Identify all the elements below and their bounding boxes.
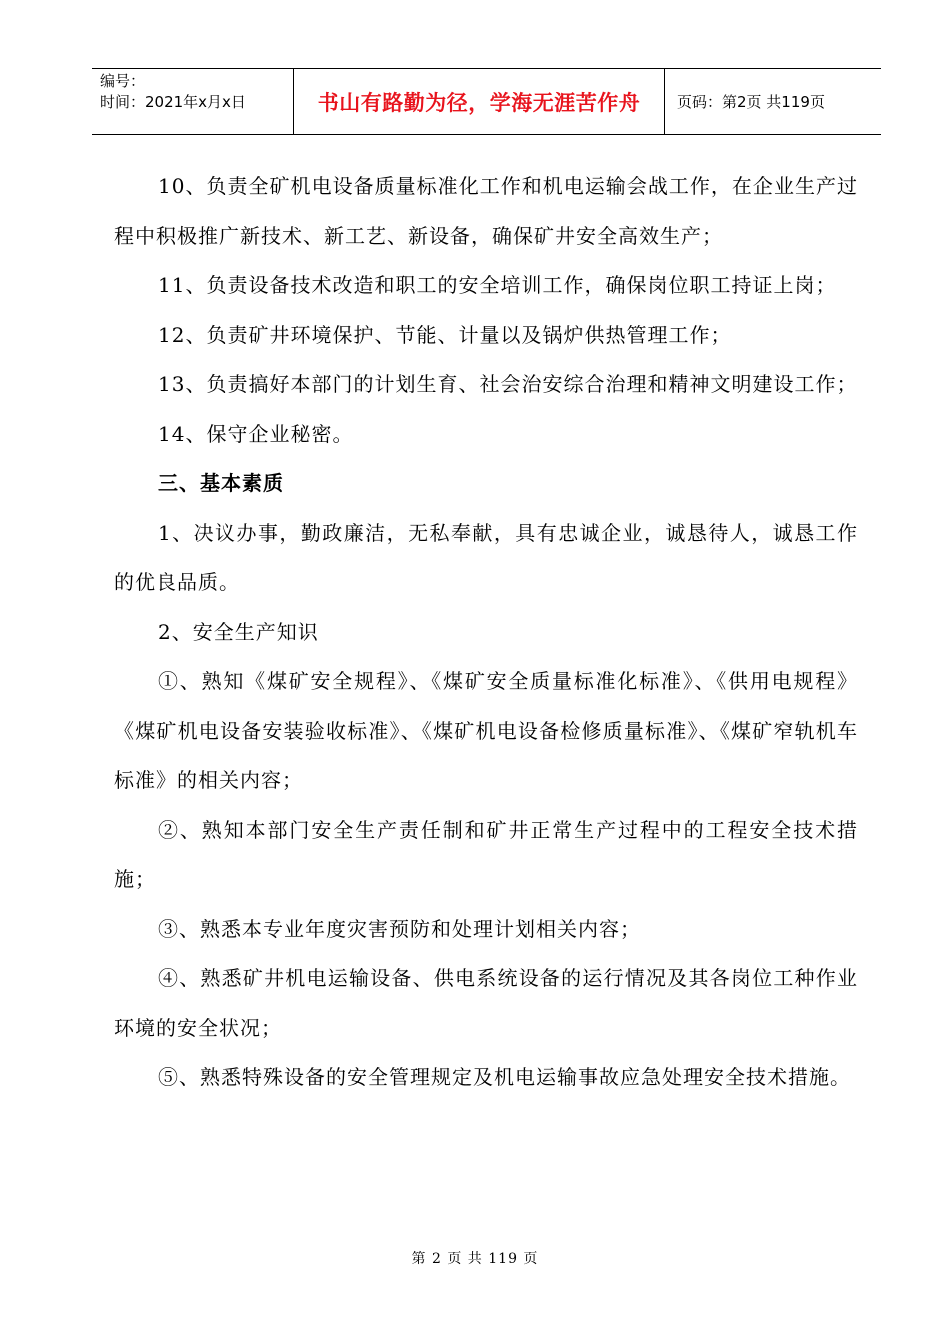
paragraph-item-11: 11、负责设备技术改造和职工的安全培训工作，确保岗位职工持证上岗； — [158, 273, 837, 297]
knowledge-item-3: ③、熟悉本专业年度灾害预防和处理计划相关内容； — [158, 916, 641, 941]
knowledge-item-4: ④、熟悉矿井机电运输设备、供电系统设备的运行情况及其各岗位工种作业环境的安全状况； — [114, 966, 858, 1040]
page-header — [92, 68, 881, 135]
paragraph-item-13: 13、负责搞好本部门的计划生育、社会治安综合治理和精神文明建设工作； — [158, 372, 858, 396]
document-time: 时间：2021年x月x日 — [100, 93, 246, 111]
paragraph-item-12: 12、负责矿井环境保护、节能、计量以及锅炉供热管理工作； — [158, 322, 732, 347]
paragraph-item-14: 14、保守企业秘密。 — [158, 421, 354, 446]
knowledge-item-5: ⑤、熟悉特殊设备的安全管理规定及机电运输事故应急处理安全技术措施。 — [158, 1065, 851, 1089]
section-heading: 三、基本素质 — [158, 471, 284, 495]
paragraph-quality-2: 2、安全生产知识 — [158, 619, 319, 644]
knowledge-item-2: ②、熟知本部门安全生产责任制和矿井正常生产过程中的工程安全技术措施； — [114, 817, 858, 891]
knowledge-item-1: ①、熟知《煤矿安全规程》、《煤矿安全质量标准化标准》、《供用电规程》《煤矿机电设备安装验收标准》、《煤矿机电设备检修质量标准》、《煤矿窄轨机车标准》的相关内容； — [114, 669, 858, 792]
document-body — [114, 162, 858, 1103]
document-number-label: 编号： — [100, 72, 146, 90]
page-footer: 第 2 页 共 119 页 — [411, 1251, 539, 1267]
header-meta — [92, 69, 294, 134]
header-page-info: 页码：第2页 共119页 — [677, 93, 825, 111]
paragraph-item-10: 10、负责全矿机电设备质量标准化工作和机电运输会战工作，在企业生产过程中积极推广新技术、新工艺、新设备，确保矿井安全高效生产； — [114, 174, 858, 248]
header-motto: 书山有路勤为径，学海无涯苦作舟 — [294, 69, 665, 134]
paragraph-quality-1: 1、决议办事，勤政廉洁，无私奉献，具有忠诚企业，诚恳待人，诚恳工作的优良品质。 — [114, 520, 858, 594]
